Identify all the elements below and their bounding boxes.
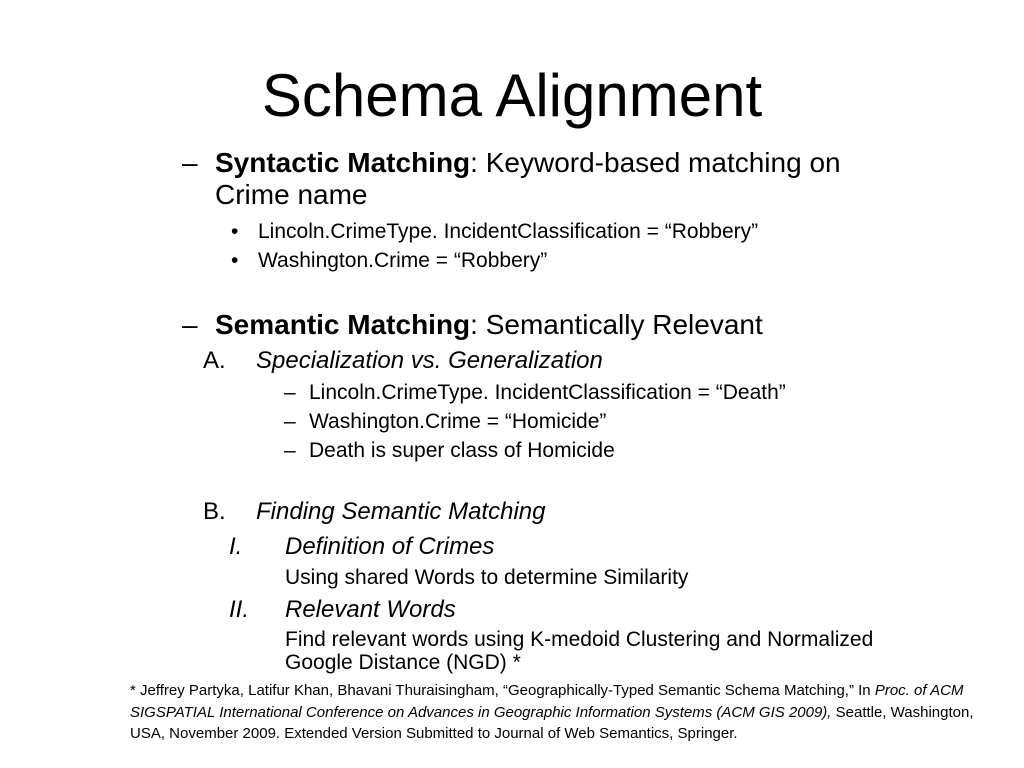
bullet-marker: • [231,249,239,272]
section-b-label: Finding Semantic Matching [256,498,546,525]
footnote [130,680,1000,745]
semantic-dash: – [182,309,198,340]
sub-i-marker: I. [229,533,243,560]
sub-i-text: Using shared Words to determine Similarity [285,566,689,589]
syntactic-heading-line1 [215,147,841,179]
footnote-authors: * Jeffrey Partyka, Latifur Khan, Bhavani Thuraisingham, “Geographically-Typed Semantic Schema Matching,” In [130,682,875,699]
section-b-marker: B. [203,498,226,525]
list-item: Lincoln.CrimeType. IncidentClassification = “Death” [309,381,786,404]
dash-marker: – [284,439,296,462]
semantic-heading [215,309,763,341]
footnote-details: Seattle, Washington, USA, November 2009. Extended Version Submitted to Journal of Web Semantics, Springer. [130,703,974,742]
list-item: Lincoln.CrimeType. IncidentClassification = “Robbery” [258,220,759,243]
sub-ii-label: Relevant Words [285,596,456,623]
syntactic-dash: – [182,147,198,178]
sub-ii-text-line1: Find relevant words using K-medoid Clustering and Normalized [285,628,874,651]
section-a-label: Specialization vs. Generalization [256,347,603,374]
dash-marker: – [284,410,296,433]
sub-i-label: Definition of Crimes [285,533,495,560]
footnote-venue: Proc. of ACM SIGSPATIAL International Conference on Advances in Geographic Information Systems (ACM GIS 2009), [130,682,964,721]
list-item: Washington.Crime = “Robbery” [258,249,548,272]
sub-ii-text-line2: Google Distance (NGD) * [285,651,521,674]
syntactic-heading-label: Syntactic Matching [215,147,471,178]
list-item: Death is super class of Homicide [309,439,615,462]
dash-marker: – [284,381,296,404]
syntactic-heading-line2: Crime name [215,179,368,210]
bullet-marker: • [231,220,239,243]
semantic-heading-label: Semantic Matching [215,309,471,340]
list-item: Washington.Crime = “Homicide” [309,410,607,433]
page-title: Schema Alignment [261,62,763,129]
sub-ii-marker: II. [229,596,250,623]
syntactic-heading-rest: : Keyword-based matching on [470,147,841,178]
section-a-marker: A. [203,347,226,374]
semantic-heading-rest: : Semantically Relevant [470,309,763,340]
